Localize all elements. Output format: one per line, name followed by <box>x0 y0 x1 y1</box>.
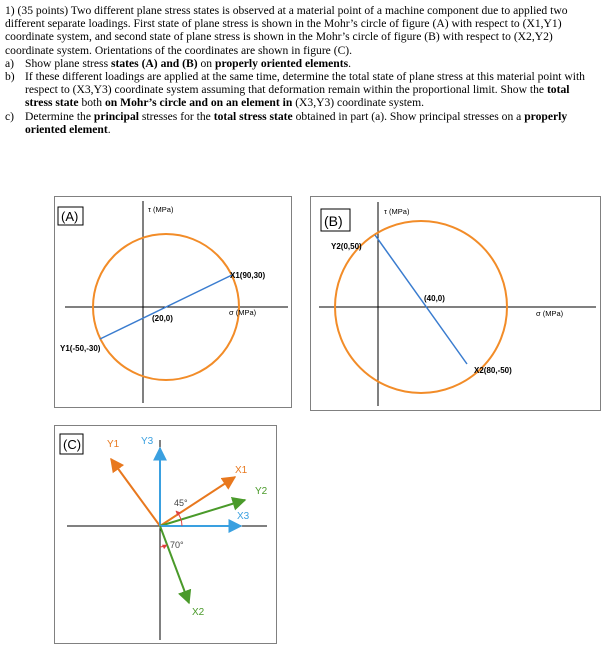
mohr-circle-figure-a <box>54 196 292 408</box>
orientation-canvas <box>55 426 276 643</box>
angle-45-label: 45° <box>174 498 188 508</box>
y2-arrow <box>160 500 245 526</box>
sigma-axis-label-b: σ (MPa) <box>536 309 564 318</box>
problem-statement <box>5 4 599 136</box>
y3-label: Y3 <box>141 436 154 447</box>
mohr-circle-figure-b <box>310 196 601 411</box>
part-b <box>5 70 599 110</box>
figure-a-label: (A) <box>61 209 79 224</box>
part-text-segment: total stress state <box>213 109 293 123</box>
part-text-segment: principal <box>93 109 139 123</box>
tau-axis-label-a: τ (MPa) <box>148 205 174 214</box>
sigma-axis-label-a: σ (MPa) <box>229 308 257 317</box>
y1-arrow <box>111 459 160 526</box>
part-text-segment: Show plane stress <box>25 56 111 70</box>
mohr-circle-b-canvas <box>311 197 600 410</box>
tau-axis-label-b: τ (MPa) <box>384 207 410 216</box>
figure-c-label: (C) <box>63 437 82 452</box>
part-text-segment: properly oriented element <box>25 109 568 136</box>
part-text-segment: obtained in part (a). Show principal stresses on a <box>292 109 525 123</box>
part-a <box>5 57 599 70</box>
part-text-segment: . <box>348 56 351 70</box>
part-text <box>25 110 567 136</box>
part-text-segment: states (A) and (B) <box>110 56 198 70</box>
part-text-segment: on <box>197 56 215 70</box>
x2-arrow <box>160 526 189 603</box>
part-marker: c) <box>5 109 15 123</box>
part-text-segment: Determine the <box>25 109 94 123</box>
center-label-b: (40,0) <box>424 294 445 303</box>
part-text-segment: total stress state <box>25 83 570 110</box>
part-marker: a) <box>5 56 15 70</box>
part-marker: b) <box>5 70 15 84</box>
part-text-segment: (X3,Y3) coordinate system. <box>292 96 424 110</box>
x1-label: X1 <box>235 465 248 476</box>
y2-label: Y2 <box>255 486 268 497</box>
x2-label: X2 <box>192 607 205 618</box>
point-y2-label: Y2(0,50) <box>331 242 362 251</box>
x3-label: X3 <box>237 511 250 522</box>
part-text-segment: . <box>107 122 111 136</box>
angle-70-label: 70° <box>170 540 184 550</box>
figure-b-label: (B) <box>324 213 343 229</box>
point-x2-label: X2(80,-50) <box>474 366 512 375</box>
part-text <box>25 70 585 109</box>
problem-intro: 1) (35 points) Two different plane stress states is observed at a material point of a machine component due to applied two different separate loadings. First state of plane stress is shown in the Mohr’s circle of figure (A) with respect to (X1,Y1) coordinate system, and second state of plane stress is shown in the Mohr’s circle of figure (B) with respect to (X2,Y2) coordinate system. Orientations of the coordinates are shown in figure (C). <box>5 4 568 57</box>
part-text-segment: both <box>78 96 105 110</box>
point-x1-label: X1(90,30) <box>230 271 266 280</box>
part-text-segment: If these different loadings are applied at the same time, determine the total state of plane stress at this material point with respect to (X3,Y3) coordinate system assuming that deformation remain within the proportional limit. Show the <box>25 70 585 97</box>
mohr-circle-a-canvas <box>55 197 291 407</box>
part-text-segment: stresses for the <box>139 109 214 123</box>
problem-parts <box>5 57 599 136</box>
y1-label: Y1 <box>107 439 120 450</box>
angle-70-arc <box>160 545 167 547</box>
orientation-figure-c <box>54 425 277 644</box>
part-c <box>5 110 599 136</box>
x1-arrow <box>160 477 235 526</box>
center-label-a: (20,0) <box>152 314 173 323</box>
part-text-segment: properly oriented elements <box>215 56 349 70</box>
diameter-b <box>375 235 467 364</box>
point-y1-label: Y1(-50,-30) <box>60 344 101 353</box>
part-text <box>25 57 351 70</box>
part-text-segment: on Mohr’s circle and on an element in <box>104 96 293 110</box>
